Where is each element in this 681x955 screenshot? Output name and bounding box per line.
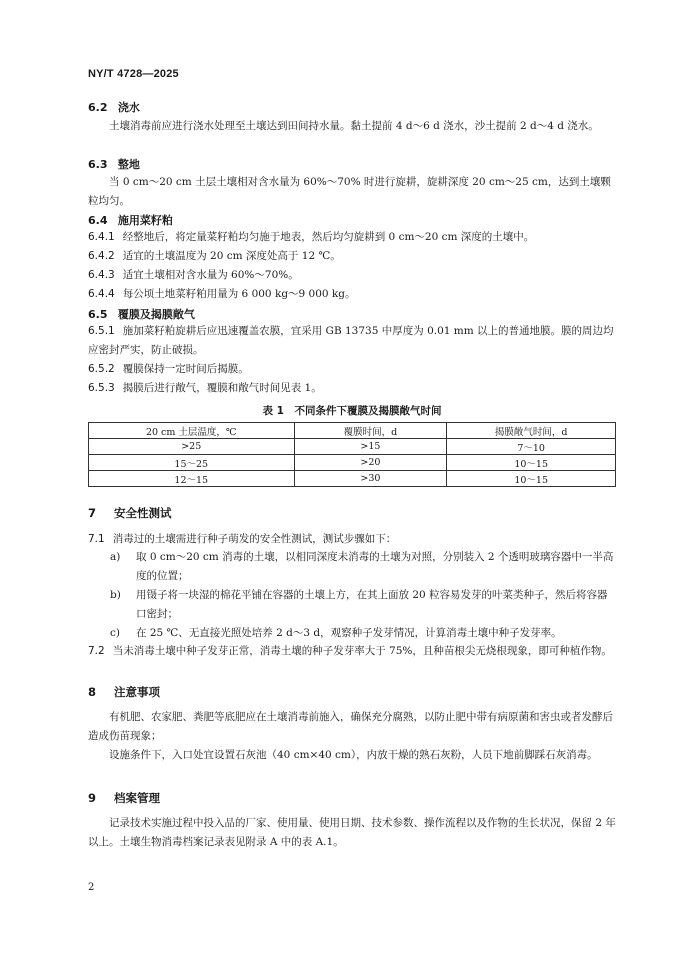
table-header-cell: 覆膜时间，d (294, 423, 447, 439)
section-6-5-heading (88, 306, 195, 322)
section-8-heading (88, 684, 160, 700)
table-header-row (89, 423, 616, 439)
table-cell: >30 (294, 471, 447, 487)
table-cell: 15～25 (89, 455, 295, 471)
section-9-paragraph: 记录技术实施过程中投入品的厂家、使用量、使用日期、技术参数、操作流程以及作物的生长状况，保留 2 年以上。土壤生物消毒档案记录表见附录 A 中的表 A.1。 (88, 817, 616, 848)
section-number: 6.3 (88, 158, 108, 171)
section-6-2-heading (88, 99, 140, 115)
table-cell: 7～10 (447, 439, 616, 455)
table-cell: >15 (294, 439, 447, 455)
page-number: 2 (88, 882, 95, 893)
table-row (89, 439, 616, 455)
section-8-paragraph-2: 设施条件下，入口处宜设置石灰池（40 cm×40 cm），内放干燥的熟石灰粉，人员下地前脚踩石灰消毒。 (109, 749, 598, 761)
table-row (89, 471, 616, 487)
list-item-c: c) 在 25 ℃、无直接光照处培养 2 d～3 d，观察种子发芽情况，计算消毒土壤中种子发芽率。 (110, 627, 562, 639)
section-title: 整地 (117, 158, 140, 171)
section-8-paragraph-1: 有机肥、农家肥、粪肥等底肥应在土壤消毒前施入，确保充分腐熟，以防止肥中带有病原菌和害虫或者发酵后造成伤苗现象； (88, 711, 613, 742)
section-number: 6.5 (88, 308, 108, 321)
table-cell: 10～15 (447, 455, 616, 471)
table-1-caption: 表 1 不同条件下覆膜及揭膜敞气时间 (262, 405, 442, 417)
section-title: 浇水 (117, 101, 140, 114)
section-6-3-heading (88, 156, 140, 172)
section-number: 9 (88, 791, 97, 805)
section-6-2-paragraph: 土壤消毒前应进行浇水处理至土壤达到田间持水量。黏土提前 4 d～6 d 浇水，沙土提前 2 d～4 d 浇水。 (109, 120, 599, 132)
clause-6-5-2: 6.5.2 覆膜保持一定时间后揭膜。 (88, 363, 249, 375)
clause-6-4-2: 6.4.2 适宜的土壤温度为 20 cm 深度处高于 12 ℃。 (88, 250, 341, 262)
table-1 (88, 422, 616, 487)
section-title: 注意事项 (114, 685, 161, 699)
section-6-4-heading (88, 212, 173, 228)
clause-6-4-3: 6.4.3 适宜土壤相对含水量为 60%～70%。 (88, 269, 299, 281)
table-cell: 12～15 (89, 471, 295, 487)
section-9-heading (88, 790, 160, 806)
list-item-b: b) 用镊子将一块湿的棉花平铺在容器的土壤上方，在其上面放 20 粒容易发芽的叶菜类种子，然后将容器口密封； (110, 589, 608, 620)
section-7-heading (88, 505, 172, 521)
standard-code: NY/T 4728—2025 (88, 68, 179, 80)
section-title: 档案管理 (114, 791, 161, 805)
clause-6-5-3: 6.5.3 揭膜后进行敞气，覆膜和敞气时间见表 1。 (88, 382, 322, 394)
clause-7-2: 7.2 当未消毒土壤中种子发芽正常，消毒土壤的种子发芽率大于 75%，且种苗根尖无烧根现象，即可种植作物。 (88, 645, 612, 657)
clause-6-4-4: 6.4.4 每公顷土地菜籽粕用量为 6 000 kg～9 000 kg。 (88, 288, 356, 300)
clause-6-5-1: 6.5.1 施加菜籽粕旋耕后应迅速覆盖农膜，宜采用 GB 13735 中厚度为 0.01 mm 以上的普通地膜。膜的周边均应密封严实，防止破损。 (88, 325, 614, 356)
section-title: 安全性测试 (114, 506, 172, 520)
clause-6-4-1: 6.4.1 经整地后，将定量菜籽粕均匀施于地表，然后均匀旋耕到 0 cm～20 cm 深度的土壤中。 (88, 231, 535, 243)
table-cell: >25 (89, 439, 295, 455)
section-number: 7 (88, 506, 97, 520)
section-6-3-paragraph: 当 0 cm～20 cm 土层土壤相对含水量为 60%～70% 时进行旋耕，旋耕深度 20 cm～25 cm，达到土壤颗粒均匀。 (88, 176, 611, 207)
table-row (89, 455, 616, 471)
table-cell: 10～15 (447, 471, 616, 487)
table-header-cell: 揭膜敞气时间，d (447, 423, 616, 439)
table-cell: >20 (294, 455, 447, 471)
list-item-a: a) 取 0 cm～20 cm 消毒的土壤，以相同深度未消毒的土壤为对照，分别装入 2 个透明玻璃容器中一半高度的位置； (110, 551, 614, 582)
section-number: 6.2 (88, 101, 108, 114)
clause-7-1: 7.1 消毒过的土壤需进行种子萌发的安全性测试，测试步骤如下： (88, 533, 397, 545)
section-number: 8 (88, 685, 97, 699)
section-number: 6.4 (88, 214, 108, 227)
section-title: 覆膜及揭膜敞气 (117, 308, 195, 321)
section-title: 施用菜籽粕 (117, 214, 173, 227)
table-header-cell: 20 cm 土层温度，℃ (89, 423, 295, 439)
